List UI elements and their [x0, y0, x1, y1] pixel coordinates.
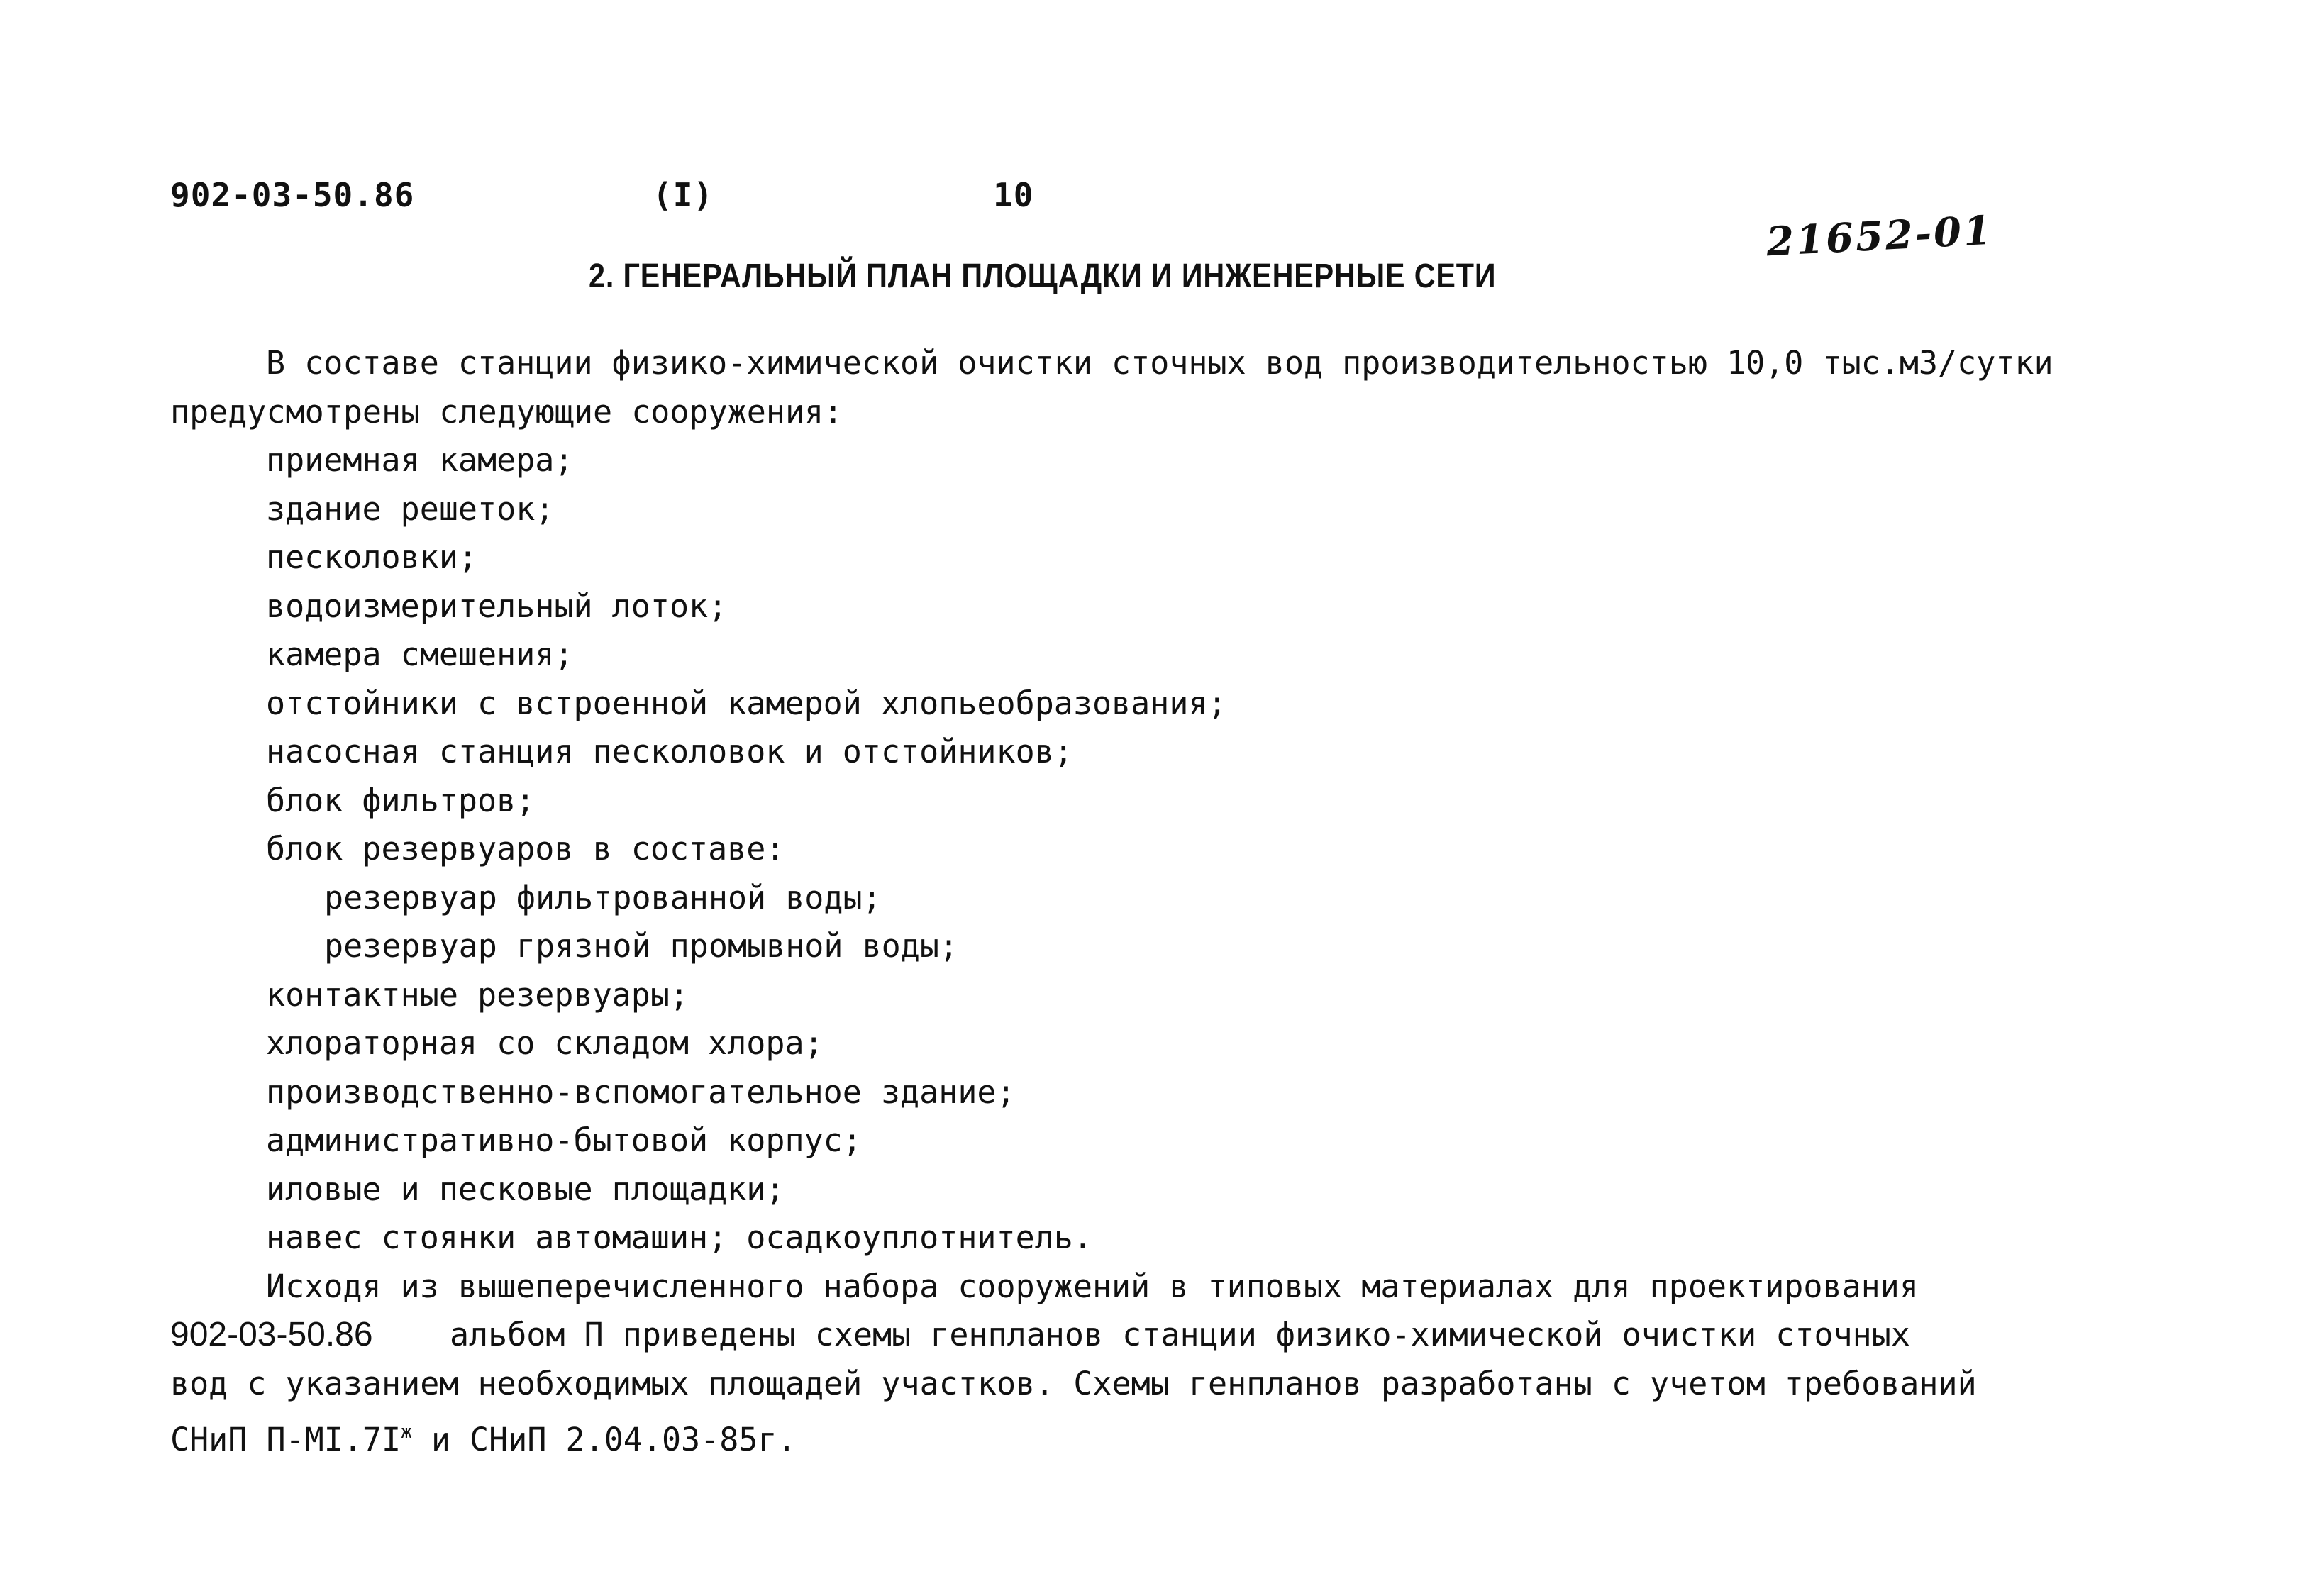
list-item: хлораторная со складом хлора;: [266, 1024, 824, 1062]
section-title: 2. ГЕНЕРАЛЬНЫЙ ПЛАН ПЛОЩАДКИ И ИНЖЕНЕРНЫЕ СЕТИ: [589, 257, 1497, 295]
conclusion-line-2: [170, 1311, 2085, 1360]
intro-line-1: В составе станции физико-химической очистки сточных вод производительностью 10,0 тыс.м3/сутки: [266, 344, 2053, 382]
volume-number: (I): [653, 176, 714, 214]
superscript-mark: ж: [401, 1422, 412, 1443]
list-item: камера смешения;: [266, 636, 574, 673]
handwritten-inventory-number: 21652-01: [1765, 206, 1995, 266]
list-item: песколовки;: [266, 538, 478, 576]
document-body: [170, 339, 2085, 1457]
list-item: блок фильтров;: [266, 781, 536, 819]
conclusion-line-1: Исходя из вышеперечисленного набора сооружений в типовых материалах для проектирования: [266, 1267, 1919, 1305]
list-item: производственно-вспомогательное здание;: [266, 1073, 1016, 1111]
list-item: здание решеток;: [266, 489, 555, 528]
intro-line-2: предусмотрены следующие сооружения:: [170, 392, 843, 431]
document-code: 902-03-50.86: [170, 176, 415, 214]
list-item: навес стоянки автомашин; осадкоуплотнитель.: [266, 1219, 1092, 1256]
sub-list-item: резервуар грязной промывной воды;: [324, 927, 959, 965]
list-item: контактные резервуары;: [266, 975, 689, 1014]
list-item: приемная камера;: [266, 441, 574, 479]
page-number: 10: [993, 176, 1034, 214]
conclusion-line-3: вод с указанием необходимых площадей участков. Схемы генпланов разработаны с учетом требований: [170, 1364, 1977, 1402]
list-item: иловые и песковые площадки;: [266, 1170, 785, 1208]
snip-reference-2: и СНиП 2.04.03-85г.: [411, 1421, 797, 1458]
conclusion-line-2-text: альбом П приведены схемы генпланов станции физико-химической очистки сточных: [449, 1316, 1910, 1353]
sub-list-item: резервуар фильтрованной воды;: [324, 878, 882, 916]
album-code: 902-03-50.86: [170, 1316, 373, 1353]
list-item: насосная станция песколовок и отстойников;: [266, 733, 1073, 770]
snip-reference-1: СНиП П-МI.7I: [170, 1421, 401, 1458]
list-item: блок резервуаров в составе:: [266, 830, 785, 868]
conclusion-line-4: [170, 1408, 2085, 1457]
list-item: административно-бытовой корпус;: [266, 1121, 862, 1159]
list-item: водоизмерительный лоток;: [266, 587, 728, 625]
list-item: отстойники с встроенной камерой хлопьеобразования;: [266, 684, 1227, 722]
